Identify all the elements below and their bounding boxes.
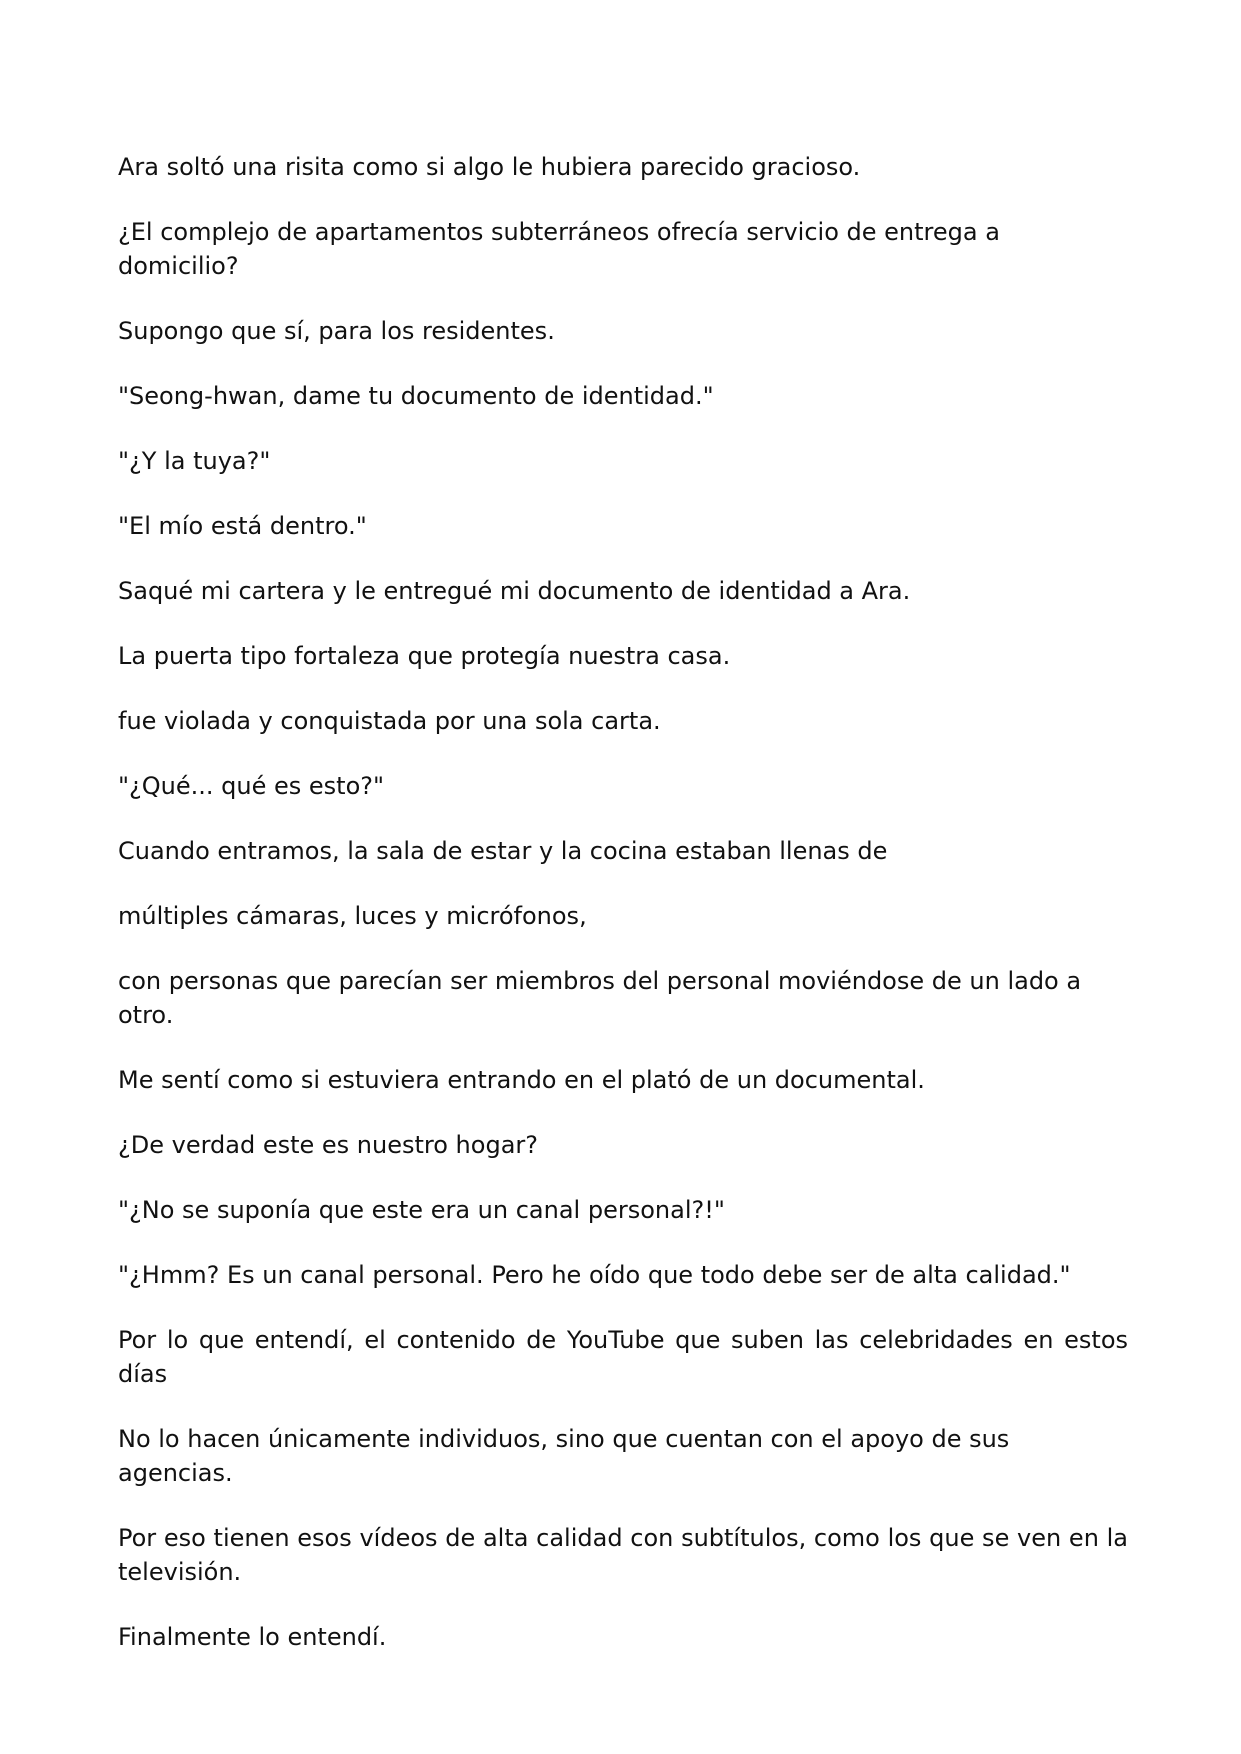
paragraph: Por lo que entendí, el contenido de YouTube que suben las celebridades en estos días bbox=[118, 1326, 1128, 1388]
paragraph: fue violada y conquistada por una sola carta. bbox=[118, 707, 661, 735]
paragraph: Cuando entramos, la sala de estar y la cocina estaban llenas de bbox=[118, 837, 888, 865]
paragraph: "Seong-hwan, dame tu documento de identidad." bbox=[118, 382, 714, 410]
paragraph: Finalmente lo entendí. bbox=[118, 1623, 387, 1651]
paragraph: Supongo que sí, para los residentes. bbox=[118, 317, 555, 345]
paragraph: La puerta tipo fortaleza que protegía nuestra casa. bbox=[118, 642, 731, 670]
paragraph: Ara soltó una risita como si algo le hubiera parecido gracioso. bbox=[118, 153, 861, 181]
paragraph: ¿El complejo de apartamentos subterráneos ofrecía servicio de entrega a domicilio? bbox=[118, 218, 1000, 280]
paragraph: ¿De verdad este es nuestro hogar? bbox=[118, 1131, 538, 1159]
paragraph: Saqué mi cartera y le entregué mi documento de identidad a Ara. bbox=[118, 577, 911, 605]
paragraph: múltiples cámaras, luces y micrófonos, bbox=[118, 902, 587, 930]
paragraph: "¿Hmm? Es un canal personal. Pero he oído que todo debe ser de alta calidad." bbox=[118, 1261, 1071, 1289]
paragraph: con personas que parecían ser miembros del personal moviéndose de un lado a otro. bbox=[118, 967, 1082, 1029]
paragraph: "¿No se suponía que este era un canal personal?!" bbox=[118, 1196, 725, 1224]
paragraph: "El mío está dentro." bbox=[118, 512, 367, 540]
paragraph: "¿Qué... qué es esto?" bbox=[118, 772, 385, 800]
paragraph: Por eso tienen esos vídeos de alta calidad con subtítulos, como los que se ven en la televisión. bbox=[118, 1524, 1128, 1586]
paragraph: No lo hacen únicamente individuos, sino que cuentan con el apoyo de sus agencias. bbox=[118, 1425, 1010, 1487]
document-body bbox=[118, 150, 1128, 1685]
paragraph: Me sentí como si estuviera entrando en el plató de un documental. bbox=[118, 1066, 925, 1094]
paragraph: "¿Y la tuya?" bbox=[118, 447, 271, 475]
